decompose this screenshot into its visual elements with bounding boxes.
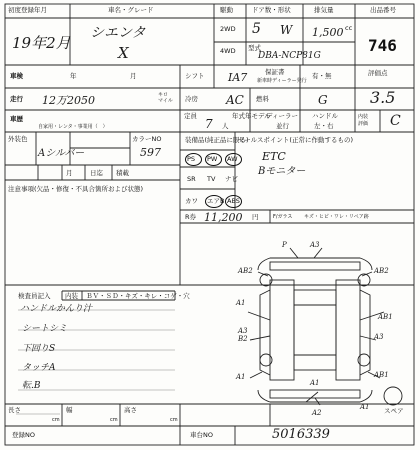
damage-mark: AB2 [374,267,389,275]
warranty-label: 保証書 [265,68,285,76]
length-label: 長さ [8,406,21,414]
inspector-note-2: シートシミ [22,324,68,334]
damage-mark: A3 [374,333,384,341]
capacity-unit: 人 [222,122,229,130]
history-label: 車歴 [10,115,23,123]
damage-mark: A2 [312,409,322,417]
damage-mark: A1 [236,373,246,381]
damage-mark: B2 [238,335,248,343]
mileage-unit: キロ マイル [158,92,173,104]
warranty-options: 有・無 [312,72,332,80]
inspector-notes-label: 検査員記入 [18,292,51,300]
day-load-label: 積載 [116,169,129,177]
handle-options: 左・右 [314,122,334,130]
equip-airbag: エアB [207,197,225,205]
exterior-color-label: 外装色 [8,135,28,143]
equip-tv: TV [207,175,216,183]
reg-no-label: 登録NO [12,431,35,439]
first-registration-value: 19年2月 [12,34,71,52]
inspection-year-label: 年 [70,72,77,80]
displacement-unit: cc [345,24,353,32]
dealer-label: ディーラー [266,112,298,120]
car-name-grade-label: 車名・グレード [108,6,154,14]
equip-aw: AW [227,155,238,163]
shape-value: W [280,23,293,37]
width-label: 幅 [66,406,73,414]
interior-grade-label: 内装 評価 [358,114,369,127]
damage-mark: AB2 [238,267,253,275]
color-no-value: 597 [140,146,161,159]
day-month-label: 月 [66,169,73,177]
interior-options: ＢＶ・ＳＤ・キズ・キレ・コゲ・穴 [86,292,190,300]
notes-header: 注意事項(欠品・修復・不具合箇所および状態) [8,185,144,193]
grade-point-value: 3.5 [370,88,396,107]
day-day-label: 日迄 [90,169,103,177]
shift-label: シフト [185,72,205,80]
height-label: 高さ [124,406,137,414]
damage-mark: AB1 [374,371,389,379]
dealer-sub-label: 並行 [276,122,289,130]
inspector-note-5: 転.B [22,381,41,391]
drive-2wd-label: 2WD [220,25,236,33]
interior-grade-value: C [390,113,401,129]
interior-label: 内装 [65,292,78,300]
sales-point-2: Bモニター [258,166,306,177]
sales-point-1: ETC [262,150,286,163]
car-name-value: シエンタ [90,25,146,41]
lot-no-value: 746 [368,36,397,55]
inspector-note-4: タッチA [22,363,56,373]
displacement-value: 1,500 [312,26,344,39]
grade-value: X [118,44,129,62]
damage-mark: A3 [238,327,248,335]
spare-label: スペア [384,407,404,415]
warranty-sub-label: 新車時ディーラー発行 [257,78,307,84]
first-registration-label: 初度登録年月 [8,6,47,14]
equip-sr: SR [187,175,196,183]
inspection-month-label: 月 [130,72,137,80]
damage-mark: A1 [310,379,320,387]
recycle-label: R券 [185,213,197,221]
doors-value: 5 [252,21,261,37]
equip-ps: PS [187,155,196,163]
glass-options: キズ・ヒビ・ワレ・リペア跡 [304,214,369,220]
drive-label: 駆動 [220,6,233,14]
inspector-note-3: 下回りS [22,344,56,354]
grade-point-label: 評価点 [368,69,388,77]
damage-mark: A1 [360,403,370,411]
chassis-no-label: 車台NO [190,431,213,439]
equipment-label: 装備品(純正品に限る) [185,136,249,144]
inspector-note-1: ハンドルかんり汁 [20,304,93,314]
equip-abs: ABS [227,197,240,205]
damage-mark: A3 [310,241,320,249]
inspection-label: 車検 [10,72,23,80]
recycle-value: 11,200 [204,211,243,224]
sales-points-label: セールスポイント(正常に作動するもの) [238,136,353,144]
mileage-value: 12万2050 [42,94,95,107]
equip-leather: カワ [185,197,198,205]
fuel-label: 燃料 [256,95,269,103]
history-options: 自家用・レンタ・事業用（ ） [38,124,108,130]
width-unit: cm [110,417,118,423]
length-unit: cm [52,417,60,423]
recycle-unit: 円 [252,213,259,221]
equip-navi: ナビ [225,175,238,183]
equip-pw: PW [207,155,218,163]
capacity-label: 定員 [184,112,197,120]
aircon-label: 冷房 [185,95,198,103]
shift-value: IA7 [228,71,248,84]
model-year-label: 年式年モデル [232,112,271,120]
fuel-value: G [318,93,328,107]
capacity-value: 7 [205,117,213,131]
damage-mark: P [282,241,287,249]
glass-label: F/ガラス [273,214,293,220]
damage-mark: A1 [236,299,246,307]
height-unit: cm [170,417,178,423]
doors-shape-label: ドア数・形状 [252,6,291,14]
damage-mark: AB1 [378,313,393,321]
color-no-label: カラーNO [132,135,162,143]
handle-label: ハンドル [312,112,338,120]
mileage-label: 走行 [10,95,23,103]
exterior-color-value: Aシルバー [38,148,85,159]
model-type-label: 型式 [248,44,261,52]
lot-no-label: 出品番号 [370,6,396,14]
model-type-value: DBA-NCP81G [258,51,321,61]
chassis-no-value: 5016339 [272,427,330,442]
drive-4wd-label: 4WD [220,47,236,55]
displacement-label: 排気量 [314,6,334,14]
aircon-value: AC [226,93,244,107]
